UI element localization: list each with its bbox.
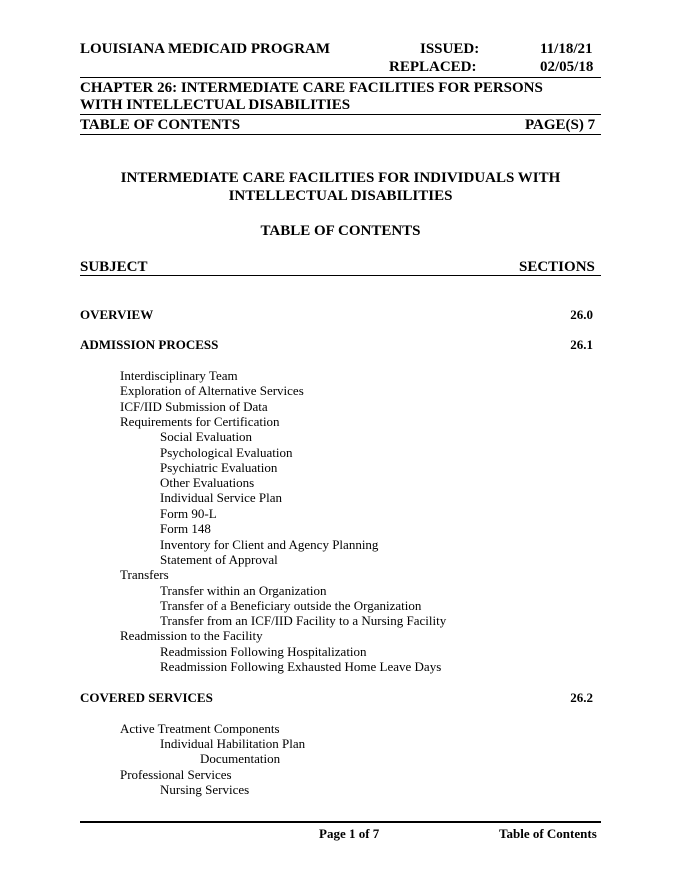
toc-subitem: Statement of Approval — [160, 552, 278, 567]
document-title-line1: INTERMEDIATE CARE FACILITIES FOR INDIVIDUALS WITH — [120, 170, 561, 186]
toc-subitem: Nursing Services — [160, 782, 250, 797]
toc-section-admission-process — [80, 337, 593, 353]
replaced-label: REPLACED: — [389, 59, 477, 75]
toc-item: ICF/IID Submission of Data — [120, 399, 268, 414]
chapter-title-line2: WITH INTELLECTUAL DISABILITIES — [80, 97, 351, 113]
toc-section-covered-services — [80, 690, 593, 706]
toc-section-overview — [80, 307, 593, 323]
toc-subitem: Psychiatric Evaluation — [160, 460, 278, 475]
toc-subitem: Other Evaluations — [160, 475, 255, 490]
toc-subitem: Form 148 — [160, 521, 211, 536]
toc-subitem: Form 90-L — [160, 506, 217, 521]
section-number: 26.2 — [570, 690, 593, 705]
toc-subitem: Psychological Evaluation — [160, 445, 293, 460]
issued-label: ISSUED: — [420, 41, 480, 57]
toc-subsubitem: Documentation — [200, 751, 281, 766]
header-rule-3 — [80, 134, 601, 135]
toc-subtitle: TABLE OF CONTENTS — [260, 223, 421, 239]
toc-subitem: Transfer within an Organization — [160, 583, 327, 598]
toc-item: Readmission to the Facility — [120, 628, 263, 643]
section-title: OVERVIEW — [80, 307, 154, 322]
toc-item: Professional Services — [120, 767, 232, 782]
section-title: ADMISSION PROCESS — [80, 337, 219, 352]
toc-subitem: Inventory for Client and Agency Planning — [160, 537, 379, 552]
sections-heading: SECTIONS — [519, 259, 595, 275]
subject-heading: SUBJECT — [80, 259, 148, 275]
toc-subitem: Social Evaluation — [160, 429, 253, 444]
footer-rule — [80, 821, 601, 823]
section-title: COVERED SERVICES — [80, 690, 213, 705]
section-number: 26.1 — [570, 337, 593, 352]
pages-label: PAGE(S) 7 — [525, 117, 596, 133]
toc-subitem: Individual Habilitation Plan — [160, 736, 306, 751]
toc-subitem: Transfer from an ICF/IID Facility to a Nursing Facility — [160, 613, 447, 628]
chapter-title-line1: CHAPTER 26: INTERMEDIATE CARE FACILITIES FOR PERSONS — [80, 80, 543, 96]
column-heading-rule — [80, 275, 601, 276]
toc-item: Exploration of Alternative Services — [120, 383, 304, 398]
footer-page-number: Page 1 of 7 — [319, 826, 380, 841]
toc-item: Transfers — [120, 567, 169, 582]
footer-section-label: Table of Contents — [499, 826, 597, 841]
header-rule-1 — [80, 77, 601, 78]
toc-label: TABLE OF CONTENTS — [80, 117, 241, 133]
document-title-line2: INTELLECTUAL DISABILITIES — [228, 188, 453, 204]
header-rule-2 — [80, 114, 601, 115]
toc-subitem: Readmission Following Hospitalization — [160, 644, 367, 659]
issued-date: 11/18/21 — [540, 41, 593, 57]
toc-subitem: Readmission Following Exhausted Home Leave Days — [160, 659, 442, 674]
replaced-date: 02/05/18 — [540, 59, 594, 75]
toc-item: Active Treatment Components — [120, 721, 280, 736]
toc-item: Requirements for Certification — [120, 414, 280, 429]
toc-subitem: Individual Service Plan — [160, 490, 283, 505]
toc-subitem: Transfer of a Beneficiary outside the Organization — [160, 598, 422, 613]
program-name: LOUISIANA MEDICAID PROGRAM — [80, 41, 331, 57]
section-number: 26.0 — [570, 307, 593, 322]
toc-item: Interdisciplinary Team — [120, 368, 238, 383]
